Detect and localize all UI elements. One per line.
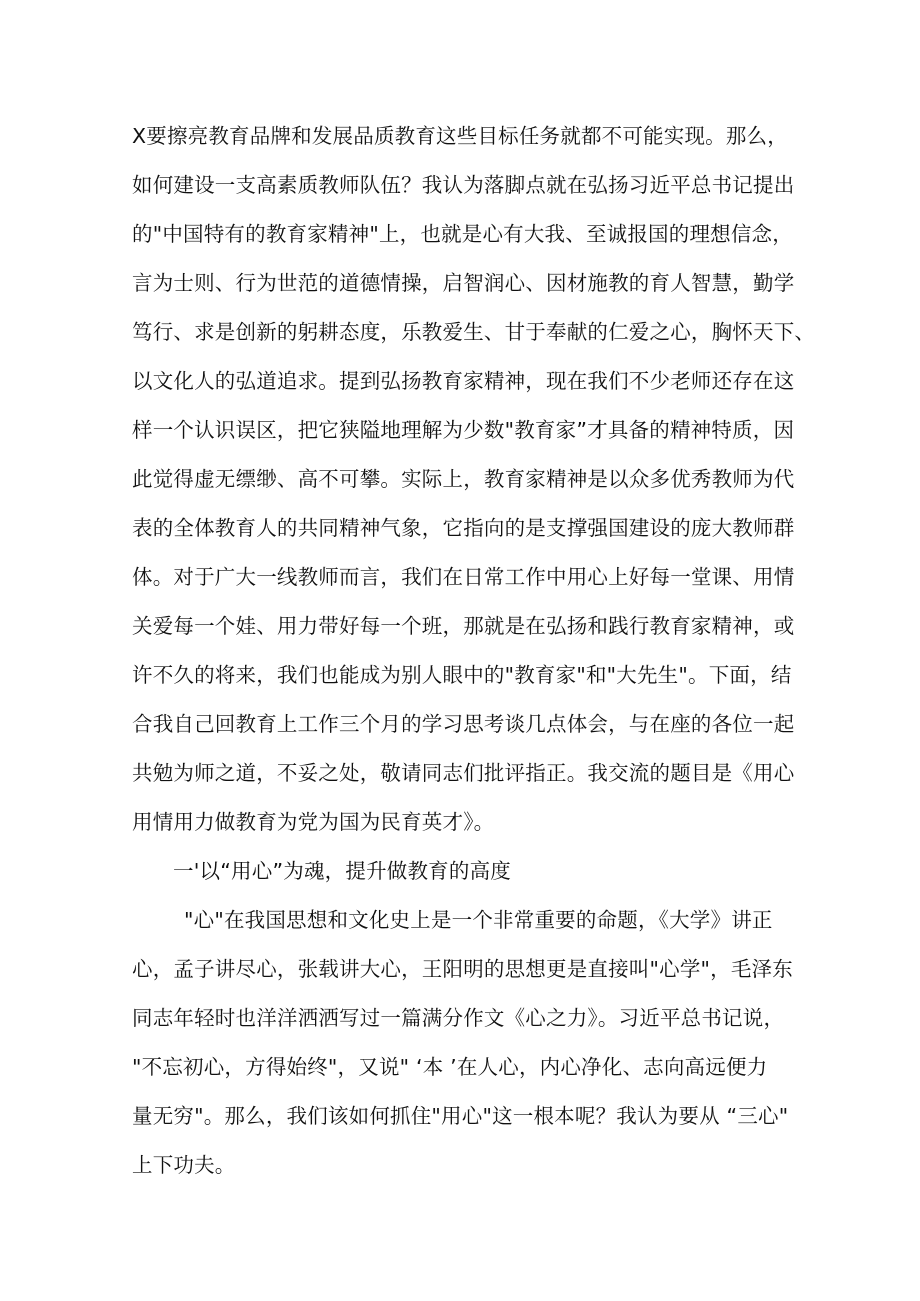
text-line: 关爱每一个娃、用力带好每一个班，那就是在弘扬和践行教育家精神，或 <box>132 614 795 638</box>
text-line: 如何建设一支高素质教师队伍？我认为落脚点就在弘扬习近平总书记提出 <box>132 173 795 197</box>
text-line: 笃行、求是创新的躬耕态度，乐教爱生、甘于奉献的仁爱之心，胸怀天下、 <box>132 320 816 344</box>
text-line: 上下功夫。 <box>132 1153 236 1177</box>
text-line: 的"中国特有的教育家精神"上，也就是心有大我、至诚报国的理想信念， <box>132 222 793 246</box>
text-line: 言为士则、行为世范的道德情操，启智润心、因材施教的育人智慧，勤学 <box>132 271 795 295</box>
section-heading: 一'以“用心”为魂，提升做教育的高度 <box>173 859 511 883</box>
text-line: X要擦亮教育品牌和发展品质教育这些目标任务就都不可能实现。那么， <box>132 124 788 148</box>
text-line: "心"在我国思想和文化史上是一个非常重要的命题，《大学》讲正 <box>184 908 773 932</box>
text-line: 共勉为师之道，不妥之处，敬请同志们批评指正。我交流的题目是《用心 <box>132 761 795 785</box>
text-line: 样一个认识误区，把它狭隘地理解为少数"教育家”才具备的精神特质，因 <box>132 418 795 442</box>
text-line: 心，孟子讲尽心，张载讲大心，王阳明的思想更是直接叫"心学"，毛泽东 <box>132 957 793 981</box>
text-line: 合我自己回教育上工作三个月的学习思考谈几点体会，与在座的各位一起 <box>132 712 795 736</box>
text-line: 用情用力做教育为党为国为民育英才》。 <box>132 810 495 834</box>
text-line: 体。对于广大一线教师而言，我们在日常工作中用心上好每一堂课、用情 <box>132 565 795 589</box>
text-line: 表的全体教育人的共同精神气象，它指向的是支撑强国建设的庞大教师群 <box>132 516 795 540</box>
text-line: 以文化人的弘道追求。提到弘扬教育家精神，现在我们不少老师还存在这 <box>132 369 795 393</box>
text-line: 许不久的将来，我们也能成为别人眼中的"教育家"和"大先生"。下面，结 <box>132 663 792 687</box>
text-line: "不忘初心，方得始终"，又说" ‘本 ’在人心，内心净化、志向高远便力 <box>132 1055 768 1079</box>
text-line: 同志年轻时也洋洋洒洒写过一篇满分作文《心之力》。习近平总书记说， <box>132 1006 785 1030</box>
text-line: 量无穷"。那么，我们该如何抓住"用心"这一根本呢？我认为要从 “三心" <box>132 1104 789 1128</box>
text-line: 此觉得虚无缥缈、高不可攀。实际上，教育家精神是以众多优秀教师为代 <box>132 467 795 491</box>
